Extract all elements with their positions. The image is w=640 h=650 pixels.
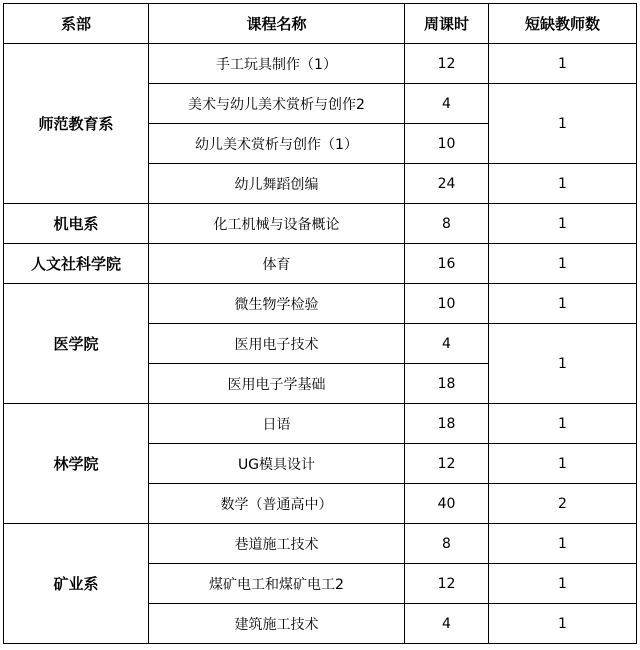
hours-cell: 40	[405, 484, 489, 524]
header-row	[4, 4, 637, 44]
course-cell: 体育	[149, 244, 405, 284]
shortage-cell: 1	[489, 284, 637, 324]
hours-cell: 4	[405, 324, 489, 364]
course-cell: 煤矿电工和煤矿电工2	[149, 564, 405, 604]
course-cell: 医用电子技术	[149, 324, 405, 364]
header-course-name: 课程名称	[149, 4, 405, 44]
hours-cell: 8	[405, 524, 489, 564]
shortage-cell: 1	[489, 324, 637, 404]
table-row	[4, 44, 637, 84]
department-cell: 人文社科学院	[4, 244, 149, 284]
department-cell: 师范教育系	[4, 44, 149, 204]
table-row	[4, 244, 637, 284]
hours-cell: 24	[405, 164, 489, 204]
shortage-cell: 2	[489, 484, 637, 524]
hours-cell: 12	[405, 444, 489, 484]
hours-cell: 4	[405, 604, 489, 644]
department-cell: 医学院	[4, 284, 149, 404]
shortage-cell: 1	[489, 164, 637, 204]
table-row	[4, 404, 637, 444]
course-cell: 微生物学检验	[149, 284, 405, 324]
course-cell: 医用电子学基础	[149, 364, 405, 404]
hours-cell: 12	[405, 564, 489, 604]
header-weekly-hours: 周课时	[405, 4, 489, 44]
header-department: 系部	[4, 4, 149, 44]
hours-cell: 10	[405, 124, 489, 164]
table-row	[4, 204, 637, 244]
course-cell: 幼儿舞蹈创编	[149, 164, 405, 204]
shortage-cell: 1	[489, 564, 637, 604]
course-cell: 化工机械与设备概论	[149, 204, 405, 244]
department-cell: 林学院	[4, 404, 149, 524]
course-cell: 数学（普通高中）	[149, 484, 405, 524]
course-cell: UG模具设计	[149, 444, 405, 484]
shortage-cell: 1	[489, 244, 637, 284]
shortage-cell: 1	[489, 204, 637, 244]
shortage-cell: 1	[489, 404, 637, 444]
department-cell: 机电系	[4, 204, 149, 244]
hours-cell: 4	[405, 84, 489, 124]
course-cell: 幼儿美术赏析与创作（1）	[149, 124, 405, 164]
table-row	[4, 284, 637, 324]
course-shortage-table	[3, 3, 637, 644]
course-cell: 建筑施工技术	[149, 604, 405, 644]
shortage-cell: 1	[489, 444, 637, 484]
shortage-cell: 1	[489, 604, 637, 644]
course-cell: 日语	[149, 404, 405, 444]
hours-cell: 10	[405, 284, 489, 324]
hours-cell: 18	[405, 364, 489, 404]
department-cell: 矿业系	[4, 524, 149, 644]
shortage-cell: 1	[489, 84, 637, 164]
shortage-cell: 1	[489, 44, 637, 84]
table-row	[4, 524, 637, 564]
hours-cell: 18	[405, 404, 489, 444]
hours-cell: 8	[405, 204, 489, 244]
hours-cell: 16	[405, 244, 489, 284]
header-teacher-shortage: 短缺教师数	[489, 4, 637, 44]
course-cell: 巷道施工技术	[149, 524, 405, 564]
course-cell: 手工玩具制作（1）	[149, 44, 405, 84]
course-cell: 美术与幼儿美术赏析与创作2	[149, 84, 405, 124]
hours-cell: 12	[405, 44, 489, 84]
shortage-cell: 1	[489, 524, 637, 564]
